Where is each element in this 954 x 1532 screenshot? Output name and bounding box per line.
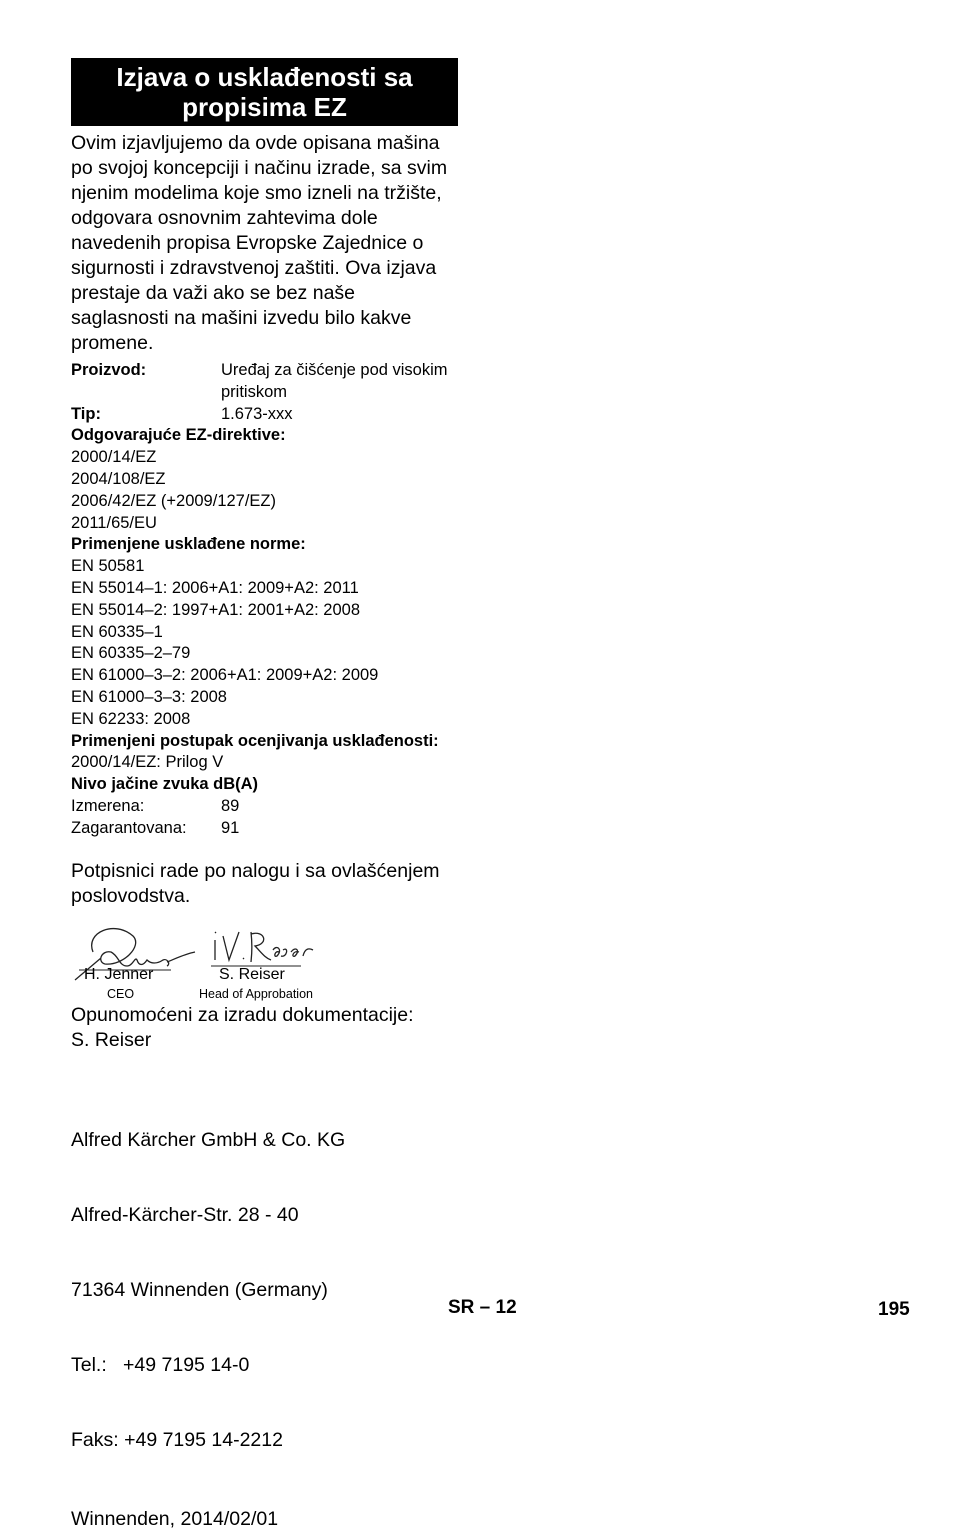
declaration-column — [71, 58, 471, 1532]
place-date: Winnenden, 2014/02/01 — [71, 1507, 279, 1530]
norm-item: EN 62233: 2008 — [71, 709, 191, 728]
norm-item: EN 55014–2: 1997+A1: 2001+A2: 2008 — [71, 600, 360, 619]
norm-item: EN 60335–2–79 — [71, 644, 191, 663]
sound-measured-row — [71, 796, 471, 818]
signer1-name: H. Jenner — [84, 965, 154, 983]
footer-section-label: SR – 12 — [448, 1297, 517, 1318]
sound-measured-label: Izmerena: — [71, 796, 145, 815]
sound-guaranteed-label: Zagarantovana: — [71, 818, 187, 837]
norm-item: EN 61000–3–3: 2008 — [71, 687, 227, 706]
directive-item: 2011/65/EU — [71, 513, 157, 532]
signatories-note: Potpisnici rade po nalogu i sa ovlašćenjem poslovodstva. — [71, 859, 440, 907]
documentation-label: Opunomoćeni za izradu dokumentacije: — [71, 1003, 414, 1026]
norm-item: EN 60335–1 — [71, 622, 163, 641]
product-row — [71, 360, 471, 404]
address-block: Alfred Kärcher GmbH & Co. KG Alfred-Kärcher-Str. 28 - 40 71364 Winnenden (Germany) Tel.: +49 7195 14-0 Faks: +49 7195 14-2212 — [71, 1128, 346, 1451]
procedure-value: 2000/14/EZ: Prilog V — [71, 753, 224, 772]
directives-heading: Odgovarajuće EZ-direktive: — [71, 426, 286, 445]
norms-heading: Primenjene usklađene norme: — [71, 535, 306, 554]
documentation-name: S. Reiser — [71, 1028, 152, 1051]
type-value: 1.673-xxx — [221, 404, 293, 423]
intro-paragraph: Ovim izjavljujemo da ovde opisana mašina po svojoj koncepciji i načinu izrade, sa svim njenim modelima koje smo izneli na tržište, odgovara osnovnim zahtevima dole navedenih propisa Evropske Zajednice o sigurnosti i zdravstvenoj zaštiti. Ova izjava prestaje da važi ako se bez naše saglasnosti na mašini izvedu bilo kakve promene. — [71, 132, 448, 354]
sound-measured-value: 89 — [221, 796, 240, 815]
sound-heading: Nivo jačine zvuka dB(A) — [71, 775, 259, 794]
norm-item: EN 55014–1: 2006+A1: 2009+A2: 2011 — [71, 578, 359, 597]
type-label: Tip: — [71, 404, 101, 423]
details-section — [71, 360, 471, 840]
signer2-name: S. Reiser — [219, 965, 285, 983]
procedure-heading: Primenjeni postupak ocenjivanja usklađenosti: — [71, 731, 439, 750]
norm-item: EN 50581 — [71, 557, 145, 576]
product-value: Uređaj za čišćenje pod visokim pritiskom — [221, 361, 448, 401]
product-label: Proizvod: — [71, 361, 147, 379]
signer2-role: Head of Approbation — [199, 986, 313, 1001]
sound-guaranteed-row — [71, 818, 471, 840]
type-row — [71, 404, 471, 426]
directive-item: 2006/42/EZ (+2009/127/EZ) — [71, 491, 277, 510]
footer-page-number: 195 — [878, 1299, 910, 1320]
directive-item: 2004/108/EZ — [71, 469, 166, 488]
sound-guaranteed-value: 91 — [221, 818, 240, 837]
signer1-role: CEO — [107, 986, 135, 1001]
norm-item: EN 61000–3–2: 2006+A1: 2009+A2: 2009 — [71, 666, 379, 685]
directive-item: 2000/14/EZ — [71, 448, 157, 467]
page-title: Izjava o usklađenosti sa propisima EZ — [71, 58, 458, 126]
signature-block — [71, 922, 471, 1014]
